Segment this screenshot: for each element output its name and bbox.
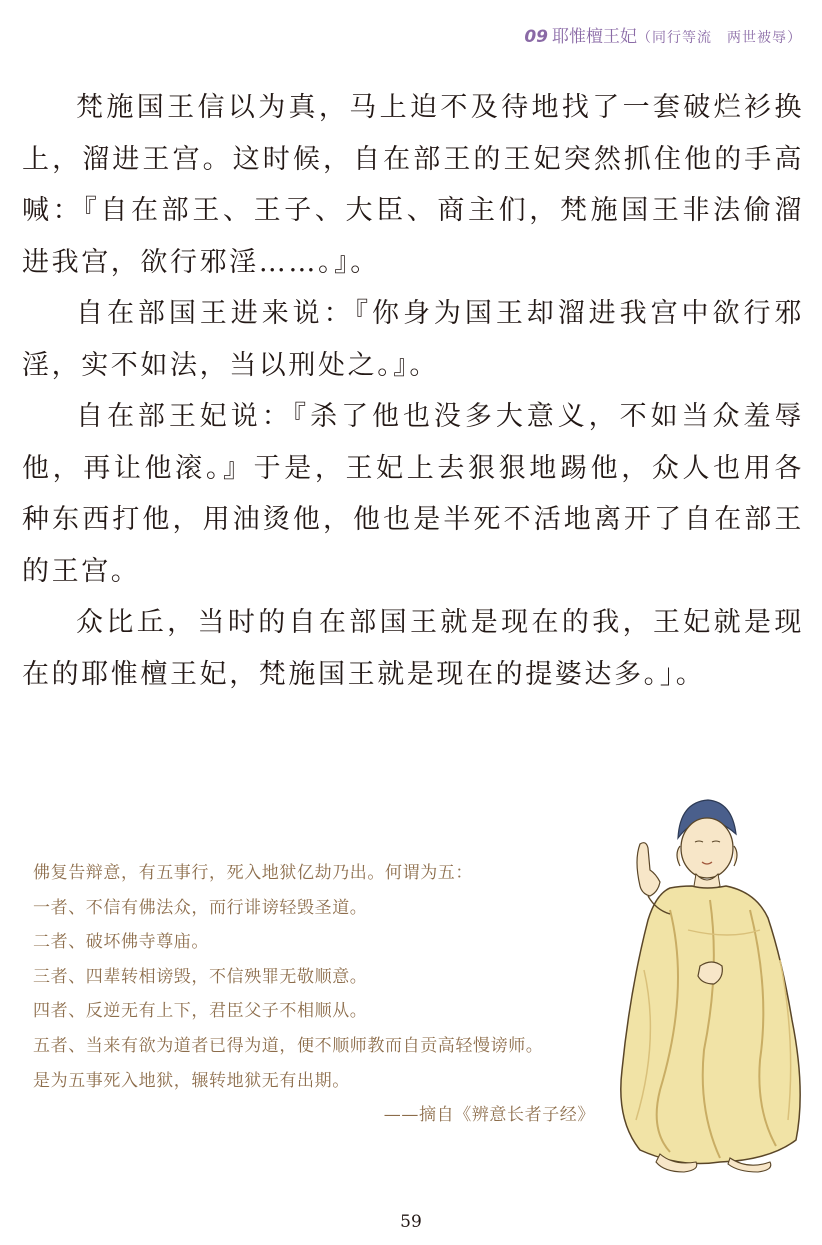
sutra-quote bbox=[33, 856, 603, 1133]
quote-line: 三者、四辈转相谤毁，不信殃罪无敬顺意。 bbox=[33, 966, 368, 987]
quote-line: 一者、不信有佛法众，而行诽谤轻毁圣道。 bbox=[33, 897, 368, 918]
quote-source: ——摘自《辨意长者子经》 bbox=[383, 1105, 595, 1126]
quote-line: 佛复告辩意，有五事行，死入地狱亿劫乃出。何谓为五： bbox=[33, 863, 473, 883]
paragraph: 梵施国王信以为真，马上迫不及待地找了一套破烂衫换上，溜进王宫。这时候，自在部王的王妃突然抓住他的手高喊：『自在部王、王子、大臣、商主们，梵施国王非法偷溜进我宫，欲行邪淫……。』。 bbox=[22, 92, 804, 278]
quote-line: 四者、反逆无有上下，君臣父子不相顺从。 bbox=[33, 1001, 368, 1022]
quote-line: 五者、当来有欲为道者已得为道，便不顺师教而自贡高轻慢谤师。 bbox=[33, 1035, 544, 1056]
chapter-number: 09 bbox=[524, 27, 548, 47]
lower-hand-icon bbox=[698, 962, 722, 984]
main-text bbox=[22, 82, 804, 700]
raised-hand-icon bbox=[637, 843, 660, 896]
page-number: 59 bbox=[400, 1212, 422, 1232]
quote-line: 二者、破坏佛寺尊庙。 bbox=[33, 932, 209, 953]
running-header bbox=[524, 22, 802, 47]
chapter-subtitle: （同行等流 两世被辱） bbox=[637, 30, 802, 46]
quote-line: 是为五事死入地狱，辗转地狱无有出期。 bbox=[33, 1070, 350, 1091]
buddha-illustration bbox=[600, 790, 810, 1175]
paragraph: 众比丘，当时的自在部国王就是现在的我，王妃就是现在的耶惟檀王妃，梵施国王就是现在的提婆达多。」。 bbox=[22, 607, 804, 690]
paragraph: 自在部国王进来说：『你身为国王却溜进我宫中欲行邪淫，实不如法，当以刑处之。』。 bbox=[22, 298, 804, 381]
chapter-title: 耶惟檀王妃 bbox=[552, 27, 637, 47]
paragraph: 自在部王妃说：『杀了他也没多大意义，不如当众羞辱他，再让他滚。』于是，王妃上去狠狠地踢他，众人也用各种东西打他，用油烫他，他也是半死不活地离开了自在部王的王宫。 bbox=[22, 401, 804, 587]
